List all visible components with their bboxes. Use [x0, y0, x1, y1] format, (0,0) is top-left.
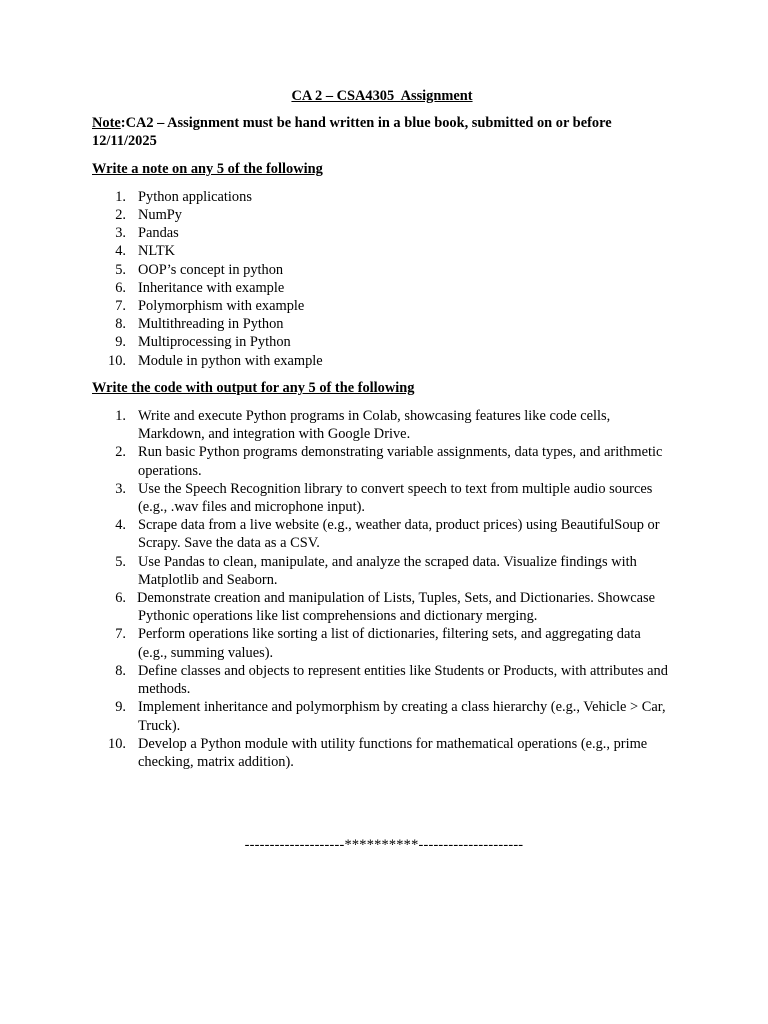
topic-list-item — [92, 261, 672, 279]
list-item-text: Use the Speech Recognition library to convert speech to text from multiple audio sources (e.g., .wav files and microphone input). — [138, 480, 653, 516]
list-item-number: 9. — [115, 334, 126, 351]
topic-list-item — [92, 333, 672, 351]
footer-divider: --------------------**********--------------------- — [244, 837, 524, 853]
list-item-text: Polymorphism with example — [138, 298, 305, 315]
list-item-number: 1. — [115, 188, 126, 205]
topic-list-item — [92, 224, 672, 242]
list-item-number: 1. — [115, 408, 126, 425]
list-item-text: Run basic Python programs demonstrating variable assignments, data types, and arithmetic operations. — [138, 444, 663, 479]
list-item-number: 4. — [115, 517, 126, 534]
topic-list-item — [92, 352, 672, 370]
list-item-number: 4. — [115, 243, 126, 260]
list-item-number: 5. — [115, 261, 126, 278]
list-item-text: Multiprocessing in Python — [138, 334, 291, 351]
list-item-number: 2. — [115, 444, 126, 461]
list-item-text: Perform operations like sorting a list of dictionaries, filtering sets, and aggregating data (e.g., summing values). — [138, 626, 641, 661]
list-item-text: Inheritance with example — [138, 279, 285, 296]
list-item-number: 10. — [108, 352, 126, 369]
page-title: CA 2 – CSA4305 Assignment — [291, 88, 473, 104]
code-task-list — [92, 407, 672, 771]
list-item-number: 8. — [115, 316, 126, 333]
topic-list-item — [92, 242, 672, 260]
list-item-number: 3. — [115, 480, 126, 497]
note-label: Note — [92, 115, 121, 132]
document-body — [92, 87, 672, 780]
list-item-number: 7. — [115, 626, 126, 643]
notes-topic-list — [92, 188, 672, 370]
list-item-text: Multithreading in Python — [138, 316, 284, 333]
task-list-item — [92, 553, 672, 589]
task-list-item — [92, 443, 672, 479]
topic-list-item — [92, 315, 672, 333]
topic-list-item — [92, 279, 672, 297]
list-item-number: 7. — [115, 298, 126, 315]
list-item-text: Write and execute Python programs in Colab, showcasing features like code cells, Markdown, and integration with Google Drive. — [138, 408, 611, 443]
list-item-text: Develop a Python module with utility functions for mathematical operations (e.g., prime checking, matrix addition). — [138, 735, 648, 770]
topic-list-item — [92, 188, 672, 206]
task-list-item — [92, 698, 672, 734]
list-item-number: 6. — [115, 590, 126, 607]
list-item-number: 2. — [115, 207, 126, 224]
list-item-text: Define classes and objects to represent entities like Students or Products, with attributes and methods. — [138, 662, 668, 698]
task-list-item — [92, 662, 672, 698]
list-item-number: 8. — [115, 662, 126, 679]
task-list-item — [92, 516, 672, 552]
list-item-text: Module in python with example — [138, 352, 323, 369]
task-list-item — [92, 735, 672, 771]
list-item-number: 6. — [115, 279, 126, 296]
task-list-item — [92, 480, 672, 516]
list-item-text: Implement inheritance and polymorphism by creating a class hierarchy (e.g., Vehicle > Car, Truck). — [138, 699, 666, 734]
list-item-number: 9. — [115, 699, 126, 716]
list-item-number: 3. — [115, 225, 126, 242]
list-item-text: Use Pandas to clean, manipulate, and analyze the scraped data. Visualize findings with Matplotlib and Seaborn. — [138, 553, 637, 588]
list-item-number: 5. — [115, 553, 126, 570]
list-item-text: Demonstrate creation and manipulation of Lists, Tuples, Sets, and Dictionaries. Showcase Pythonic operations like list comprehensions and dictionary merging. — [137, 590, 655, 625]
list-item-text: OOP’s concept in python — [138, 261, 284, 278]
section-heading-notes: Write a note on any 5 of the following — [92, 160, 323, 177]
list-item-text: NumPy — [138, 207, 182, 224]
list-item-number: 10. — [108, 735, 126, 752]
list-item-text: Pandas — [138, 225, 179, 242]
list-item-text: NLTK — [138, 243, 176, 260]
task-list-item — [92, 407, 672, 443]
submission-note — [92, 114, 672, 150]
task-list-item — [92, 625, 672, 661]
note-text: :CA2 – Assignment must be hand written in a blue book, submitted on or before 12/11/2025 — [92, 115, 612, 150]
topic-list-item — [92, 297, 672, 315]
task-list-item — [92, 589, 672, 625]
topic-list-item — [92, 206, 672, 224]
list-item-text: Scrape data from a live website (e.g., weather data, product prices) using BeautifulSoup or Scrapy. Save the data as a CSV. — [138, 517, 660, 552]
section-heading-code: Write the code with output for any 5 of the following — [92, 379, 415, 396]
list-item-text: Python applications — [138, 188, 252, 205]
